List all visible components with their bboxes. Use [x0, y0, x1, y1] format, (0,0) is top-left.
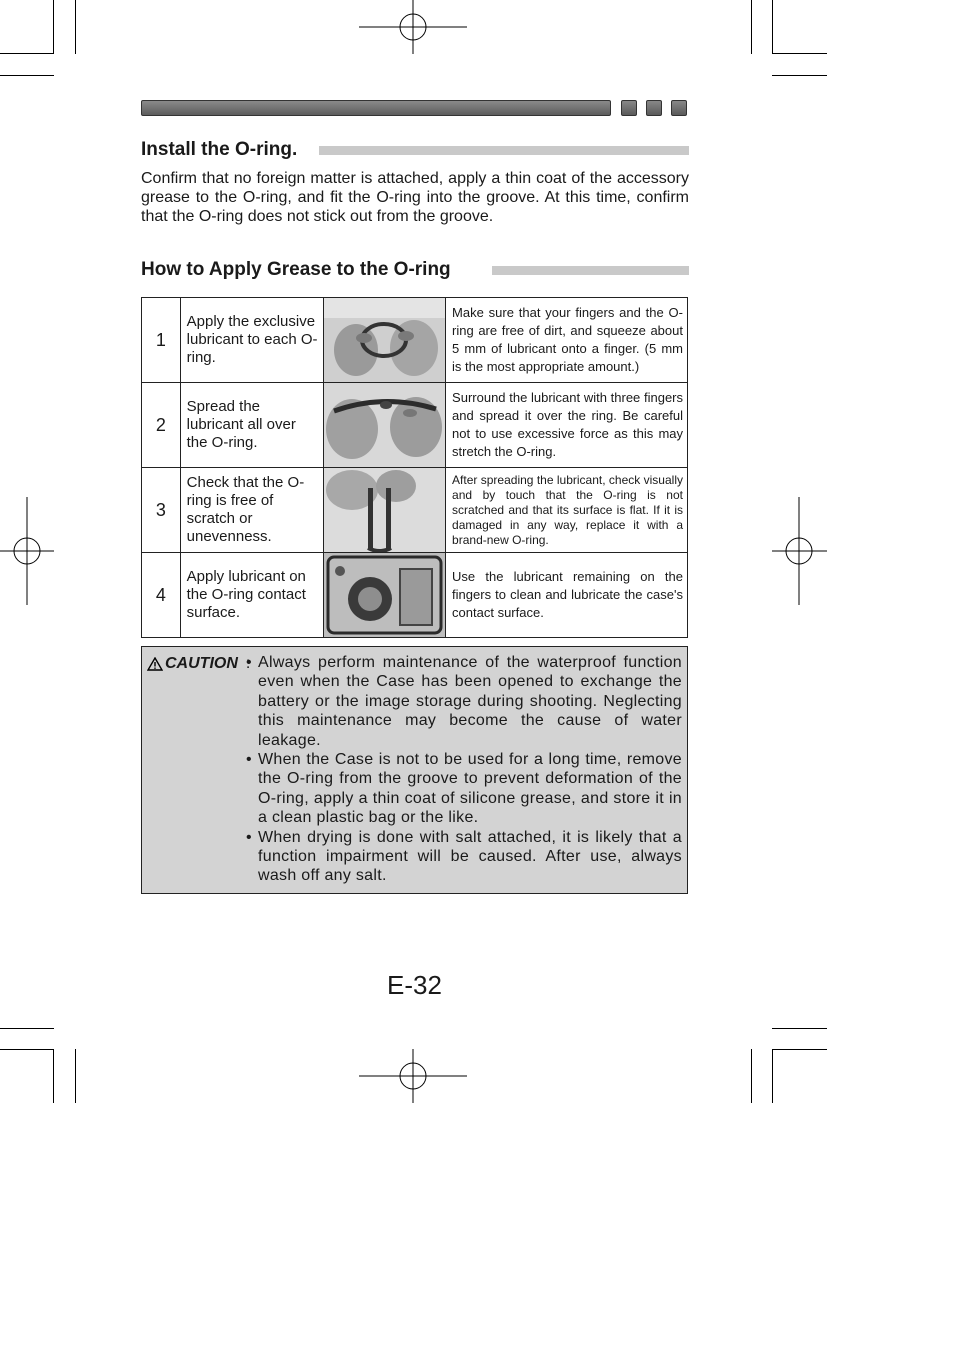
heading-rule [492, 266, 689, 275]
caution-item: • When the Case is not to be used for a long time, remove the O-ring from the groove to prevent deformation of the O-ring, apply a thin coat of silicone grease, and store it in a clean plastic bag or the like. [246, 750, 682, 828]
step-label: Check that the O-ring is free of scratch or unevenness. [180, 468, 323, 553]
apply-grease-heading: How to Apply Grease to the O-ring [141, 259, 451, 280]
grease-steps-table [141, 297, 688, 638]
step-number: 4 [142, 553, 181, 638]
caution-label [147, 655, 250, 673]
caution-list [246, 653, 682, 886]
case-contact-surface-photo [324, 553, 446, 638]
step-description: After spreading the lubricant, check visually and by touch that the O-ring is not scratched and that its surface is flat. If it is damaged in any way, replace it with a brand-new O-ring. [446, 468, 688, 553]
caution-item: • Always perform maintenance of the waterproof function even when the Case has been opened to exchange the battery or the image storage during shooting. Neglecting this maintenance may become the cause of water leakage. [246, 653, 682, 750]
step-label: Apply lubricant on the O-ring contact surface. [180, 553, 323, 638]
caution-separator: : [245, 655, 251, 672]
step-row [142, 468, 688, 553]
step-label: Apply the exclusive lubricant to each O-ring. [180, 298, 323, 383]
caution-box [141, 646, 688, 894]
caution-word: CAUTION [165, 655, 238, 672]
hands-squeezing-lubricant-photo [324, 298, 446, 383]
registration-mark-bottom [359, 1049, 467, 1157]
step-number: 1 [142, 298, 181, 383]
step-number: 2 [142, 383, 181, 468]
step-row [142, 383, 688, 468]
registration-mark-left [0, 497, 54, 605]
step-description: Make sure that your fingers and the O-ring are free of dirt, and squeeze about 5 mm of lubricant onto a finger. (5 mm is the most appropriate amount.) [446, 298, 688, 383]
step-label: Spread the lubricant all over the O-ring. [180, 383, 323, 468]
header-square [671, 100, 687, 116]
step-row [142, 553, 688, 638]
registration-mark-right [772, 497, 827, 605]
registration-mark-top [359, 0, 467, 108]
hands-checking-oring-photo [324, 468, 446, 553]
caution-item: • When drying is done with salt attached, it is likely that a function impairment will be caused. After use, always wash off any salt. [246, 828, 682, 886]
install-oring-heading: Install the O-ring. [141, 139, 298, 160]
step-description: Use the lubricant remaining on the fingers to clean and lubricate the case's contact surface. [446, 553, 688, 638]
heading-rule [319, 146, 689, 155]
header-square [621, 100, 637, 116]
header-square [646, 100, 662, 116]
warning-triangle-icon [147, 657, 163, 671]
step-number: 3 [142, 468, 181, 553]
hands-spreading-lubricant-photo [324, 383, 446, 468]
install-oring-paragraph: Confirm that no foreign matter is attached, apply a thin coat of the accessory grease to the O-ring, and fit the O-ring into the groove. At this time, confirm that the O-ring does not stick out from the groove. [141, 170, 689, 225]
header-bar [141, 100, 611, 116]
step-row [142, 298, 688, 383]
page-number: E-32 [387, 970, 442, 1000]
step-description: Surround the lubricant with three fingers and spread it over the ring. Be careful not to use excessive force as this may stretch the O-ring. [446, 383, 688, 468]
